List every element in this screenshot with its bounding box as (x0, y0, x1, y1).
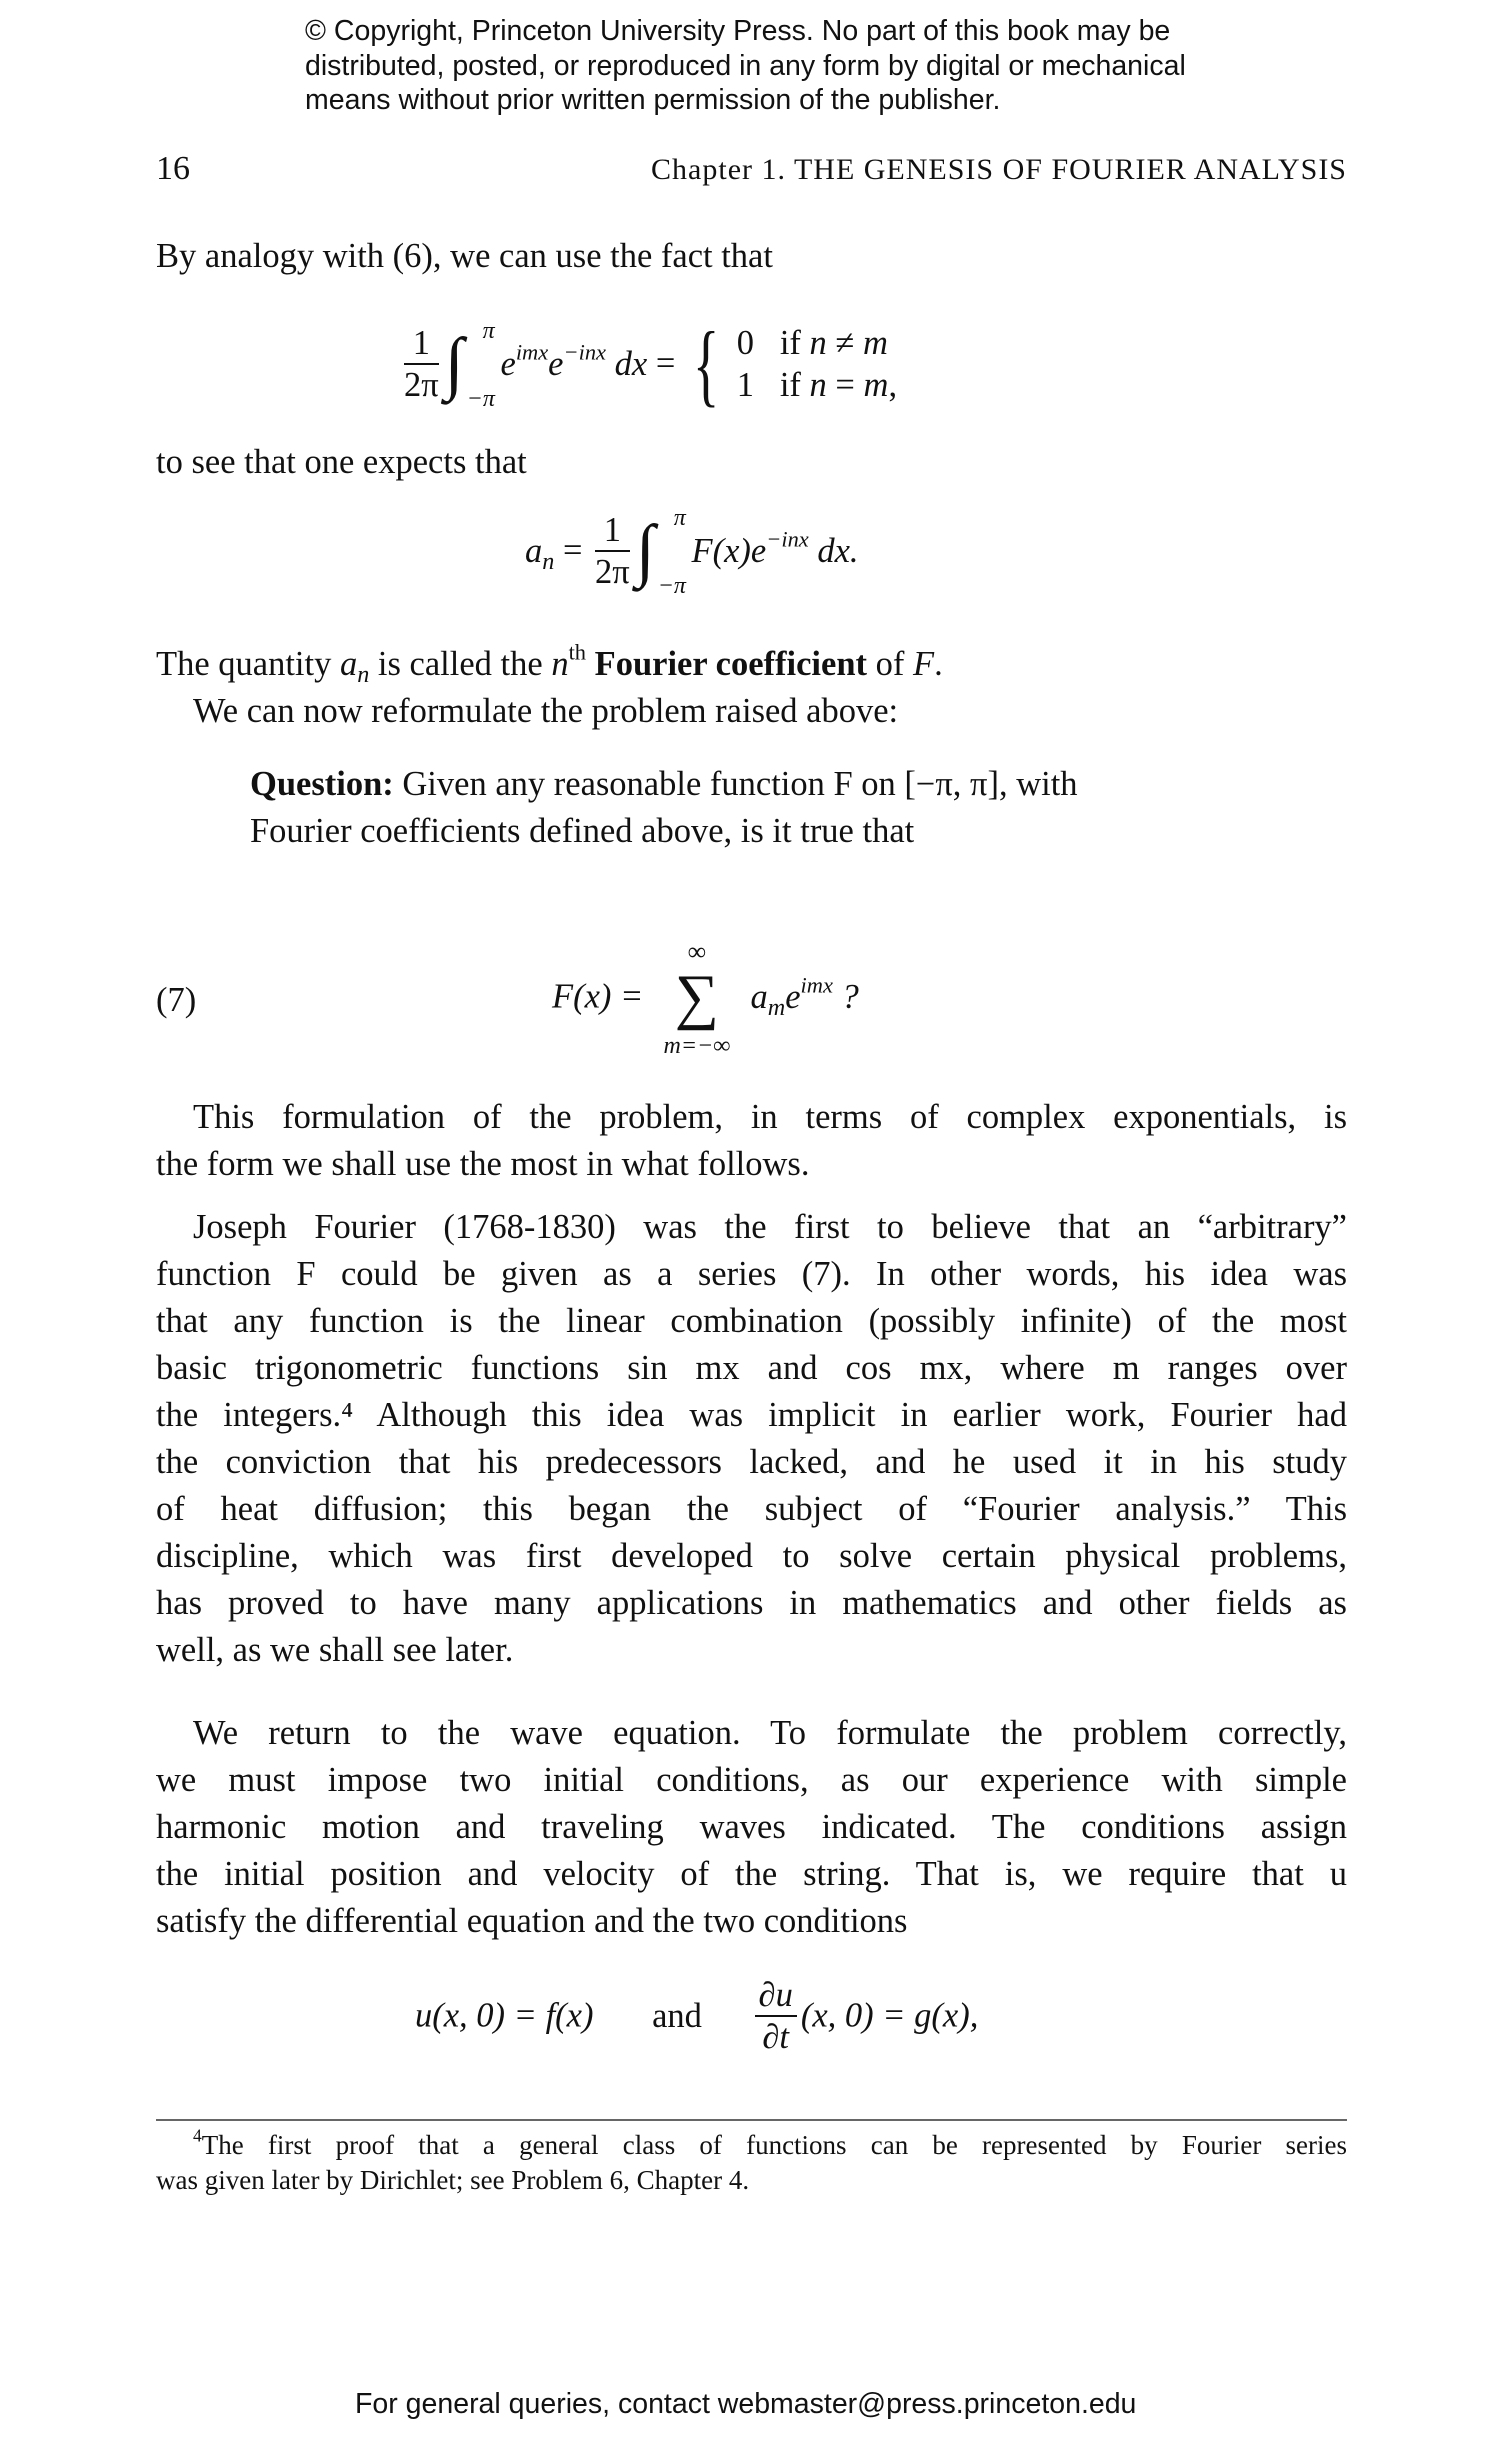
partial-derivative: $\frac{\partial u}{\partial t}$ (755, 1975, 797, 2057)
paragraph-line: the conviction that his predecessors lacked, and he used it in his study (156, 1443, 1347, 1481)
paragraph-line: has proved to have many applications in mathematics and other fields as (156, 1584, 1347, 1622)
paragraph-line: of heat diffusion; this began the subject of “Fourier analysis.” This (156, 1490, 1347, 1528)
running-head: Chapter 1. THE GENESIS OF FOURIER ANALYSIS (651, 153, 1347, 186)
reformulate-text: We can now reformulate the problem raised above: (193, 692, 899, 730)
term-fourier-coefficient: Fourier coefficient (594, 645, 868, 683)
integral-sign: ∫ π −π (444, 318, 495, 412)
paragraph-line: Joseph Fourier (1768-1830) was the first to believe that an “arbitrary” (193, 1208, 1347, 1246)
paragraph-line: satisfy the differential equation and the two conditions (156, 1902, 908, 1940)
integral-sign: ∫ π −π (635, 505, 686, 599)
cases: 0 if n ≠ m 1 if n = m, (736, 324, 898, 404)
paragraph-line: the integers.⁴ Although this idea was implicit in earlier work, Fourier had (156, 1396, 1347, 1434)
fraction: $\frac{1}{2\pi}$ (404, 324, 439, 404)
footnote-marker: 4 (193, 2125, 202, 2146)
sum-term: $a_me^{imx}$ ? (750, 971, 859, 1021)
equation-number: (7) (156, 981, 197, 1019)
paragraph-line: we must impose two initial conditions, as our experience with simple (156, 1761, 1347, 1799)
definition-text: The quantity $a_n$ is called the $n^{th}$ Fourier coefficient of F. (156, 639, 943, 689)
paragraph-line: the form we shall use the most in what follows. (156, 1145, 810, 1183)
fraction: $\frac{1}{2\pi}$ (595, 511, 630, 591)
copyright-line: distributed, posted, or reproduced in any form by digital or mechanical (305, 49, 1186, 82)
equation-7: F(x) = ∞ ∑ m=−∞ $a_me^{imx}$ ? (552, 937, 859, 1059)
paragraph-line: the initial position and velocity of the string. That is, we require that u (156, 1855, 1347, 1893)
footnote-rule (156, 2119, 1347, 2121)
sum-operator: ∞ ∑ m=−∞ (663, 937, 731, 1059)
equation-initial-conditions: u(x, 0) = f(x) and $\frac{\partial u}{\partial t}$ (x, 0) = g(x), (415, 1976, 979, 2056)
copyright-notice (305, 14, 1305, 118)
to-see-text: to see that one expects that (156, 443, 527, 481)
paragraph-line: This formulation of the problem, in terms of complex exponentials, is (193, 1098, 1347, 1136)
paragraph-line: basic trigonometric functions sin mx and cos mx, where m ranges over (156, 1349, 1347, 1387)
question-label: Question: (250, 765, 394, 803)
copyright-line: means without prior written permission of the publisher. (305, 84, 1001, 116)
intro-text: By analogy with (6), we can use the fact that (156, 237, 773, 275)
question-line-2: Fourier coefficients defined above, is it true that (250, 812, 915, 850)
integrand: $F(x)e^{-inx}$ dx. (691, 525, 859, 570)
paragraph-line: harmonic motion and traveling waves indicated. The conditions assign (156, 1808, 1347, 1846)
left-brace: { (692, 313, 720, 415)
footnote-line: $^4$The first proof that a general class of functions can be represented by Fourier series (193, 2125, 1347, 2160)
equation-coefficient: $a_n$ = $\frac{1}{2\pi}$ ∫ π −π $F(x)e^{-inx}$ dx. (525, 505, 859, 599)
paragraph-line: well, as we shall see later. (156, 1631, 514, 1669)
question-line-1: Question: Given any reasonable function F on [−π, π], with (250, 765, 1078, 803)
page-number: 16 (156, 150, 190, 187)
paragraph-line: We return to the wave equation. To formulate the problem correctly, (193, 1714, 1347, 1752)
contact-footer: For general queries, contact webmaster@press.princeton.edu (355, 2388, 1137, 2420)
integrand: $e^{imx}e^{-inx}$ dx (500, 338, 648, 383)
paragraph-line: function F could be given as a series (7). In other words, his idea was (156, 1255, 1347, 1293)
footnote-line: was given later by Dirichlet; see Problem 6, Chapter 4. (156, 2165, 750, 2195)
equation-orthogonality: $\frac{1}{2\pi}$ ∫ π −π $e^{imx}e^{-inx}$ dx = { 0 if n ≠ m 1 if n = m, (404, 313, 898, 415)
paragraph-line: that any function is the linear combination (possibly infinite) of the most (156, 1302, 1347, 1340)
copyright-line: © Copyright, Princeton University Press. No part of this book may be (305, 15, 1171, 47)
paragraph-line: discipline, which was first developed to solve certain physical problems, (156, 1537, 1347, 1575)
